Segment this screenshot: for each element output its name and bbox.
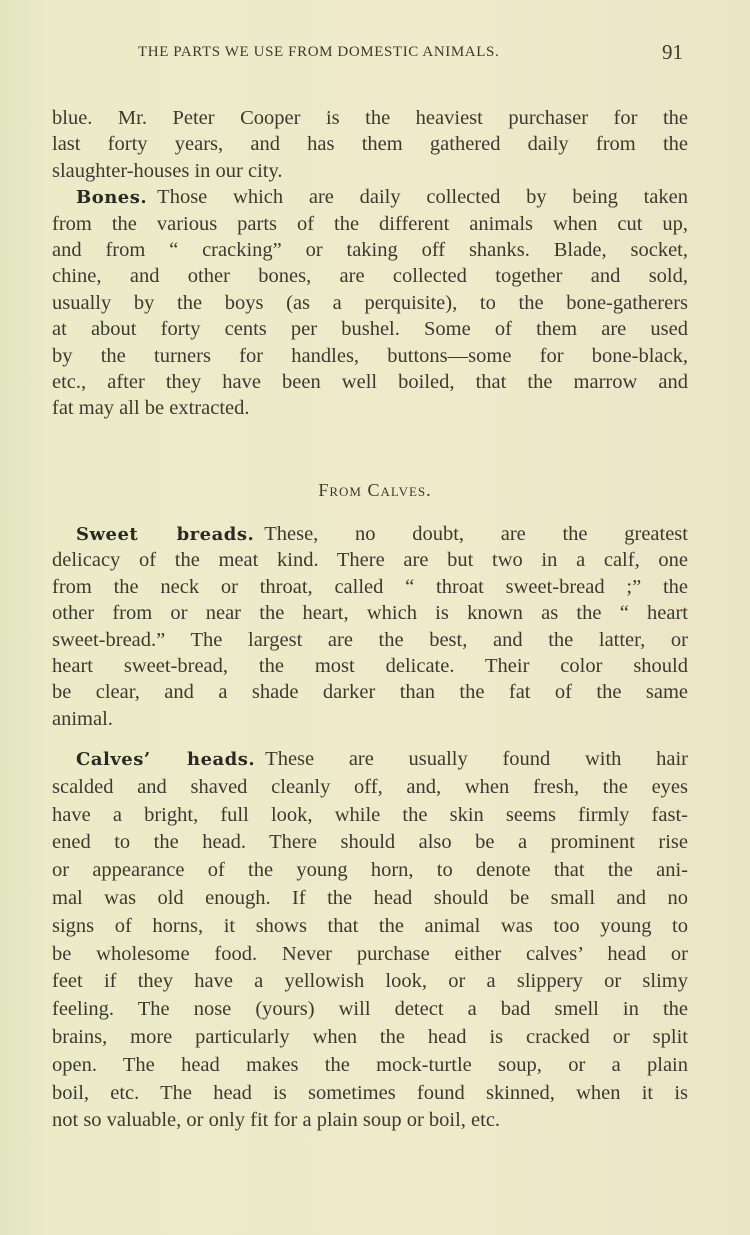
line-text: These are usually found with hair xyxy=(265,748,688,770)
text-line xyxy=(52,857,688,885)
text-line xyxy=(52,941,688,969)
text-line xyxy=(52,968,688,996)
line-text: from the various parts of the different animals when cut up, xyxy=(52,212,688,235)
text-line xyxy=(52,1024,688,1052)
text-line xyxy=(52,263,688,289)
section-heading: From Calves. xyxy=(318,480,432,500)
line-text: be wholesome food. Never purchase either calves’ head or xyxy=(52,942,688,965)
text-line xyxy=(52,746,688,774)
text-line xyxy=(52,521,688,547)
text-line xyxy=(52,600,688,626)
text-line xyxy=(52,885,688,913)
line-text: boil, etc. The head is sometimes found skinned, when it is xyxy=(52,1081,688,1104)
running-header: THE PARTS WE USE FROM DOMESTIC ANIMALS. xyxy=(138,44,500,60)
text-line xyxy=(52,316,688,342)
page-number: 91 xyxy=(662,40,683,64)
line-text: last forty years, and has them gathered daily from the xyxy=(52,133,688,156)
text-line xyxy=(52,574,688,600)
line-text: scalded and shaved cleanly off, and, when fresh, the eyes xyxy=(52,775,688,798)
line-text: etc., after they have been well boiled, that the marrow and xyxy=(52,370,688,393)
line-text: open. The head makes the mock-turtle soup, or a plain xyxy=(52,1053,688,1076)
text-line xyxy=(52,679,688,705)
line-text: feet if they have a yellowish look, or a slippery or slimy xyxy=(52,970,688,993)
line-text: animal. xyxy=(52,707,113,730)
text-line xyxy=(52,706,688,732)
line-text: and from “ cracking” or taking off shanks. Blade, socket, xyxy=(52,238,688,261)
line-text: fat may all be extracted. xyxy=(52,397,250,420)
text-line xyxy=(52,996,688,1024)
line-text: brains, more particularly when the head is cracked or split xyxy=(52,1025,688,1048)
line-text: usually by the boys (as a perquisite), to the bone-gatherers xyxy=(52,291,688,314)
line-text: at about forty cents per bushel. Some of them are used xyxy=(52,318,688,341)
text-line xyxy=(52,343,688,369)
text-line xyxy=(52,1080,688,1108)
text-line xyxy=(52,802,688,830)
line-text: blue. Mr. Peter Cooper is the heaviest purchaser for the xyxy=(52,107,688,129)
text-line xyxy=(52,369,688,395)
text-line xyxy=(52,1107,688,1135)
line-text: by the turners for handles, buttons—some for bone-black, xyxy=(52,344,688,367)
line-text: Those which are daily collected by being taken xyxy=(157,186,688,209)
line-text: ened to the head. There should also be a prominent rise xyxy=(52,831,688,854)
text-block-calves-heads xyxy=(52,746,688,1135)
line-text: These, no doubt, are the greatest xyxy=(264,523,688,545)
line-text: heart sweet-bread, the most delicate. Their color should xyxy=(52,654,688,677)
text-line xyxy=(52,184,688,210)
line-text: not so valuable, or only fit for a plain soup or boil, etc. xyxy=(52,1109,501,1132)
text-line xyxy=(52,290,688,316)
line-text: signs of horns, it shows that the animal was too young to xyxy=(52,914,688,937)
text-line xyxy=(52,158,688,184)
line-text: mal was old enough. If the head should be small and no xyxy=(52,886,688,909)
text-line xyxy=(52,627,688,653)
text-block-bones xyxy=(52,105,688,422)
line-text: from the neck or throat, called “ throat sweet-bread ;” the xyxy=(52,575,688,598)
paragraph-lead-heading: Sweet breads. xyxy=(76,524,255,545)
paragraph-lead-heading: Bones. xyxy=(76,187,148,209)
text-line xyxy=(52,547,688,573)
line-text: feeling. The nose (yours) will detect a bad smell in the xyxy=(52,998,688,1021)
text-line xyxy=(52,211,688,237)
line-text: or appearance of the young horn, to denote that the ani- xyxy=(52,859,688,882)
line-text: sweet-bread.” The largest are the best, and the latter, or xyxy=(52,628,688,651)
paragraph-lead-heading: Calves’ heads. xyxy=(76,749,256,770)
line-text: chine, and other bones, are collected together and sold, xyxy=(52,265,688,288)
line-text: be clear, and a shade darker than the fat of the same xyxy=(52,681,688,704)
text-line xyxy=(52,653,688,679)
line-text: have a bright, full look, while the skin seems firmly fast- xyxy=(52,803,688,826)
text-line xyxy=(52,829,688,857)
line-text: other from or near the heart, which is known as the “ heart xyxy=(52,602,688,625)
text-line xyxy=(52,395,688,421)
text-line xyxy=(52,131,688,157)
text-line xyxy=(52,1052,688,1080)
text-line xyxy=(52,913,688,941)
line-text: slaughter-houses in our city. xyxy=(52,159,283,182)
text-line xyxy=(52,105,688,131)
text-line xyxy=(52,237,688,263)
text-block-sweet-breads xyxy=(52,521,688,732)
text-line xyxy=(52,774,688,802)
line-text: delicacy of the meat kind. There are but two in a calf, one xyxy=(52,549,688,572)
